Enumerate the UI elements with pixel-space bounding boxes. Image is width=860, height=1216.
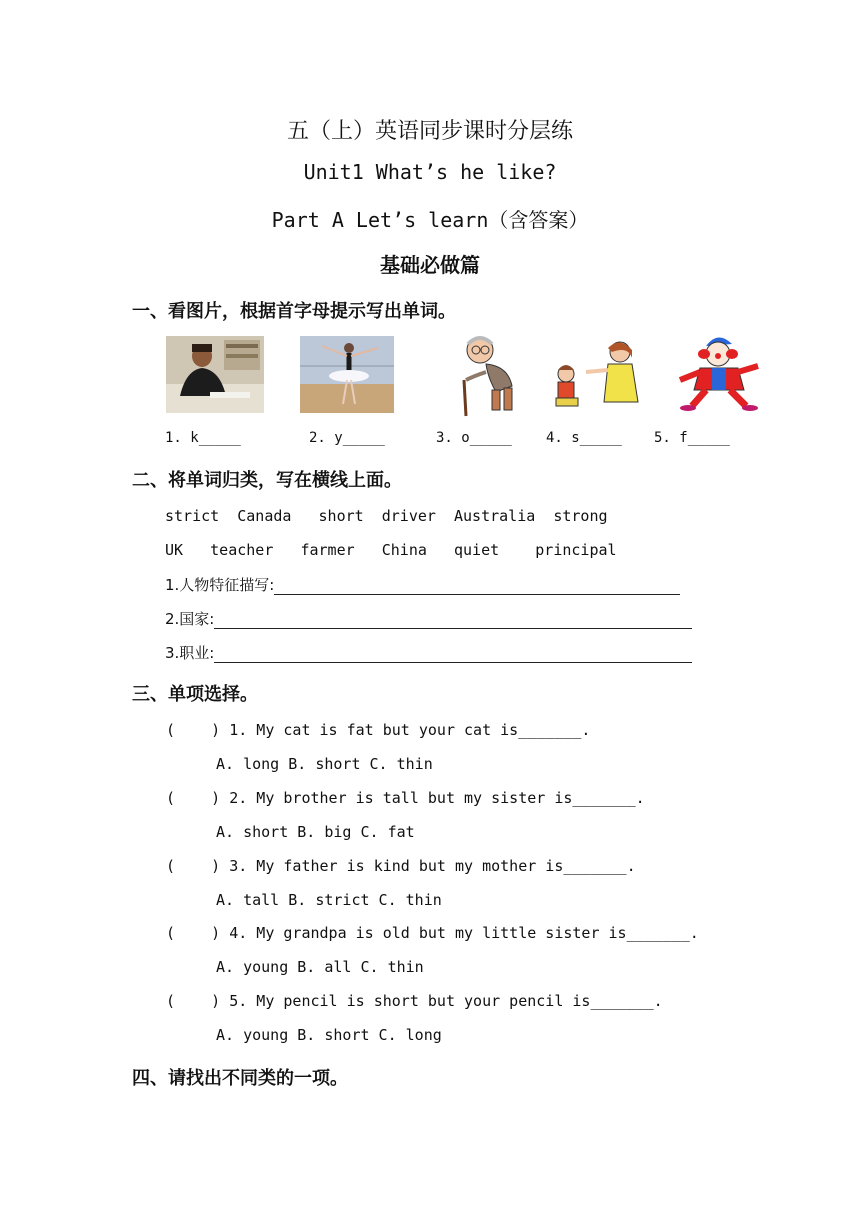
category-countries (165, 608, 692, 629)
category-countries-label: 2.国家: (165, 610, 215, 628)
worksheet-title: 五（上）英语同步课时分层练 (286, 119, 573, 144)
level-title: 基础必做篇 (380, 253, 480, 277)
section4-heading: 四、请找出不同类的一项。 (132, 1068, 348, 1089)
word-list-row-2: UK teacher farmer China quiet principal (165, 541, 617, 559)
question-5: ( ) 5. My pencil is short but your pencil is_______. (166, 992, 663, 1010)
category-jobs-label: 3.职业: (165, 644, 215, 662)
section3-heading: 三、单项选择。 (132, 684, 258, 705)
question-1-options: A. long B. short C. thin (216, 755, 433, 773)
question-2: ( ) 2. My brother is tall but my sister is_______. (166, 789, 645, 807)
category-traits-blank[interactable] (274, 578, 680, 595)
section2-heading: 二、将单词归类，写在横线上面。 (132, 470, 402, 491)
caption-4: 4. s_____ (546, 430, 622, 446)
strict-mother-picture (552, 338, 646, 410)
dancer-photo (300, 336, 394, 413)
clown-picture (676, 332, 762, 412)
question-5-options: A. young B. short C. long (216, 1026, 442, 1044)
category-traits (165, 574, 680, 595)
part-title: Part A Let’s learn（含答案） (271, 208, 589, 232)
caption-2: 2. y_____ (309, 430, 385, 446)
question-1: ( ) 1. My cat is fat but your cat is_______. (166, 721, 591, 739)
section1-heading: 一、看图片，根据首字母提示写出单词。 (132, 301, 456, 322)
unit-title: Unit1 What’s he like? (303, 160, 557, 184)
category-countries-blank[interactable] (214, 612, 692, 629)
question-2-options: A. short B. big C. fat (216, 823, 415, 841)
word-list-row-1: strict Canada short driver Australia strong (165, 507, 608, 525)
teacher-photo (166, 336, 264, 413)
question-4: ( ) 4. My grandpa is old but my little sister is_______. (166, 924, 699, 942)
category-traits-label: 1.人物特征描写: (165, 576, 275, 594)
caption-5: 5. f_____ (654, 430, 730, 446)
category-jobs-blank[interactable] (214, 646, 692, 663)
category-jobs (165, 642, 692, 663)
caption-1: 1. k_____ (165, 430, 241, 446)
question-3: ( ) 3. My father is kind but my mother is_______. (166, 857, 636, 875)
old-man-picture (456, 330, 526, 418)
question-4-options: A. young B. all C. thin (216, 958, 424, 976)
question-3-options: A. tall B. strict C. thin (216, 891, 442, 909)
caption-3: 3. o_____ (436, 430, 512, 446)
